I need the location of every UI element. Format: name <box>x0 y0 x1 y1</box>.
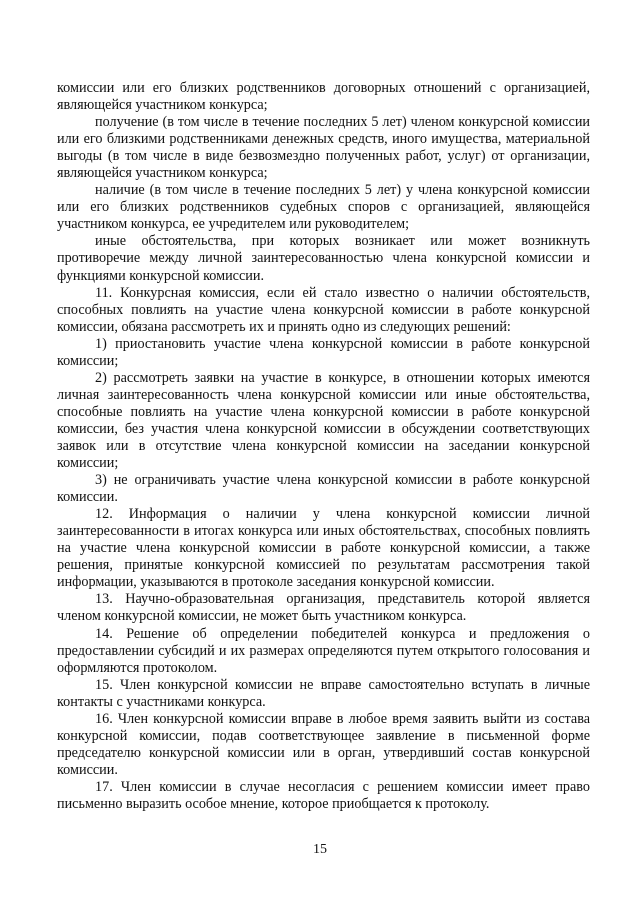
paragraph-item-16: 16. Член конкурсной комиссии вправе в любое время заявить выйти из состава конкурсной комиссии, подав соответствующее заявление в письменной форме председателю конкурсной комиссии или в орган, утвердивший состав конкурсной комиссии. <box>57 710 590 778</box>
paragraph-option-2: 2) рассмотреть заявки на участие в конкурсе, в отношении которых имеются личная заинтересованность члена конкурсной комиссии или иные обстоятельства, способные повлиять на участие члена конкурсной комиссии в работе конкурсной комиссии, без участия члена конкурсной комиссии в обсуждении соответствующих заявок или в отсутствие члена конкурсной комиссии на заседании конкурсной комиссии; <box>57 369 590 472</box>
paragraph-bullet-court: наличие (в том числе в течение последних 5 лет) у члена конкурсной комиссии или его близких родственников судебных споров с организацией, являющейся участником конкурса, ее учредителем или руководителем; <box>57 182 590 233</box>
paragraph-item-14: 14. Решение об определении победителей конкурса и предложения о предоставлении субсидий и их размерах определяются путем открытого голосования и оформляются протоколом. <box>57 625 590 676</box>
page-number: 15 <box>313 842 327 857</box>
paragraph-option-3: 3) не ограничивать участие члена конкурсной комиссии в работе конкурсной комиссии. <box>57 472 590 506</box>
paragraph-item-15: 15. Член конкурсной комиссии не вправе самостоятельно вступать в личные контакты с участниками конкурса. <box>57 676 590 710</box>
paragraph-item-13: 13. Научно-образовательная организация, представитель которой является членом конкурсной комиссии, не может быть участником конкурса. <box>57 591 590 625</box>
paragraph-bullet-other: иные обстоятельства, при которых возникает или может возникнуть противоречие между личной заинтересованностью члена конкурсной комиссии и функциями конкурсной комиссии. <box>57 233 590 284</box>
paragraph-item-11: 11. Конкурсная комиссия, если ей стало известно о наличии обстоятельств, способных повлиять на участие члена конкурсной комиссии в работе конкурсной комиссии, обязана рассмотреть их и принять одно из следующих решений: <box>57 284 590 335</box>
paragraph-continuation: комиссии или его близких родственников договорных отношений с организацией, являющейся участником конкурса; <box>57 80 590 114</box>
paragraph-option-1: 1) приостановить участие члена конкурсной комиссии в работе конкурсной комиссии; <box>57 335 590 369</box>
paragraph-item-17: 17. Член комиссии в случае несогласия с решением комиссии имеет право письменно выразить особое мнение, которое приобщается к протоколу. <box>57 778 590 812</box>
paragraph-item-12: 12. Информация о наличии у члена конкурсной комиссии личной заинтересованности в итогах конкурса или иных обстоятельствах, способных повлиять на участие члена конкурсной комиссии в работе конкурсной комиссии, а также решения, принятые конкурсной комиссией по результатам рассмотрения такой информации, указываются в протоколе заседания конкурсной комиссии. <box>57 506 590 591</box>
paragraph-bullet-money: получение (в том числе в течение последних 5 лет) членом конкурсной комиссии или его близкими родственниками денежных средств, иного имущества, материальной выгоды (в том числе в виде безвозмездно полученных работ, услуг) от организации, являющейся участником конкурса; <box>57 114 590 182</box>
document-body <box>57 80 590 813</box>
